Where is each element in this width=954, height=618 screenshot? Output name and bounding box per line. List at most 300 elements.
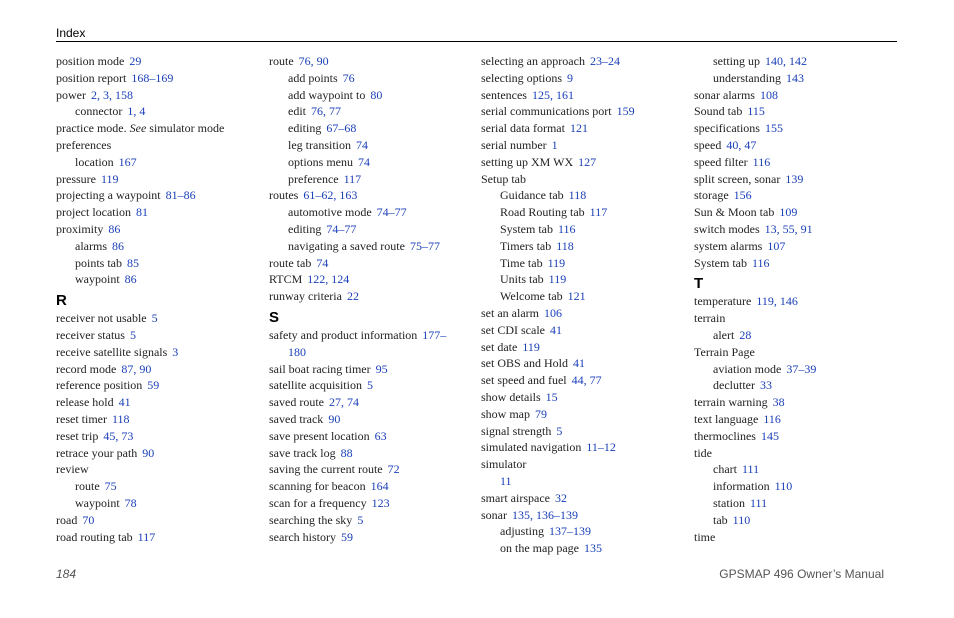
entry-term: declutter xyxy=(713,378,755,393)
index-subentry xyxy=(694,327,904,344)
see-reference: See xyxy=(129,121,147,136)
see-target: simulator mode xyxy=(149,121,225,136)
page-ref-link[interactable]: 88 xyxy=(340,445,353,460)
index-subentry xyxy=(481,288,691,305)
index-subentry xyxy=(481,221,691,238)
page-ref-link[interactable]: 1 xyxy=(551,137,558,152)
page-ref-link[interactable]: 116 xyxy=(752,154,771,169)
page-ref-link[interactable]: 55 xyxy=(782,221,795,236)
page-ref-link[interactable]: 81 xyxy=(135,205,148,220)
page-ref-link[interactable]: 76 xyxy=(311,104,323,119)
page-ref-link[interactable]: 180 xyxy=(288,344,306,359)
entry-term: add waypoint to xyxy=(288,87,366,102)
page-ref-link[interactable]: 116 xyxy=(752,255,770,270)
page-ref-link[interactable]: 117 xyxy=(137,529,156,544)
entry-term: editing xyxy=(288,121,322,136)
entry-term: automotive mode xyxy=(288,205,372,220)
entry-term: points tab xyxy=(75,255,122,270)
page-ref-link[interactable]: 87 xyxy=(121,361,134,376)
page-ref-link[interactable]: 161 xyxy=(555,87,574,102)
index-subentry xyxy=(481,255,691,272)
page-ref-link[interactable]: 85 xyxy=(127,255,139,270)
index-entry xyxy=(481,339,691,356)
entry-term: runway criteria xyxy=(269,289,342,304)
entry-term: tab xyxy=(713,512,728,527)
entry-term: practice mode. xyxy=(56,121,127,136)
page-ref-link[interactable]: 41 xyxy=(549,322,562,337)
page-ref-link[interactable]: 91 xyxy=(800,221,813,236)
page-ref-link[interactable]: 108 xyxy=(759,87,778,102)
index-entry xyxy=(694,293,904,310)
page-ref-link[interactable]: 122 xyxy=(307,272,326,287)
index-entry xyxy=(694,529,904,546)
index-entry xyxy=(269,327,479,344)
index-subentry xyxy=(269,120,479,137)
page-ref-link[interactable]: 77 xyxy=(329,104,341,119)
page-ref-link[interactable]: 5 xyxy=(357,512,364,527)
index-entry xyxy=(481,423,691,440)
index-entry xyxy=(269,411,479,428)
manual-title: GPSMAP 496 Owner’s Manual xyxy=(719,567,884,581)
entry-term: terrain warning xyxy=(694,395,768,410)
index-subentry xyxy=(269,87,479,104)
page-ref-link[interactable]: 124 xyxy=(331,272,350,287)
entry-term: speed filter xyxy=(694,154,748,169)
page-ref-link[interactable]: 117 xyxy=(589,205,608,220)
entry-term: specifications xyxy=(694,121,760,136)
index-entry-continuation xyxy=(481,473,691,490)
page-ref-link[interactable]: 159 xyxy=(616,104,635,119)
page-ref-link[interactable]: 5 xyxy=(556,423,563,438)
entry-term: route xyxy=(269,54,294,68)
page-ref-link[interactable]: 28 xyxy=(739,327,752,342)
entry-term: sonar alarms xyxy=(694,87,755,102)
index-entry xyxy=(694,221,904,238)
page-ref-link[interactable]: 109 xyxy=(779,205,798,220)
page-ref-link[interactable]: 135 xyxy=(583,541,602,556)
page-ref-link[interactable]: 121 xyxy=(567,289,586,304)
index-entry xyxy=(56,171,266,188)
page-ref-link[interactable]: 95 xyxy=(375,361,388,376)
entry-term: scan for a frequency xyxy=(269,495,367,510)
entry-term: tide xyxy=(694,445,712,460)
entry-term: set an alarm xyxy=(481,305,539,320)
page-ref-link[interactable]: 90 xyxy=(142,445,155,460)
index-entry xyxy=(269,529,479,546)
page-ref-link[interactable]: 117 xyxy=(343,171,362,186)
index-subentry xyxy=(481,187,691,204)
index-entry xyxy=(56,187,266,204)
index-entry xyxy=(269,187,479,204)
entry-term: searching the sky xyxy=(269,512,353,527)
entry-term: terrain xyxy=(694,311,726,326)
page-ref-link[interactable]: 90 xyxy=(328,411,341,426)
page-ref-link[interactable]: 59 xyxy=(340,529,353,544)
page-ref-link[interactable]: 137–139 xyxy=(549,524,591,539)
page-ref-link[interactable]: 163 xyxy=(339,188,358,203)
index-entry xyxy=(694,154,904,171)
entry-term: serial communications port xyxy=(481,104,612,119)
index-entry xyxy=(481,439,691,456)
entry-term: road routing tab xyxy=(56,529,133,544)
page-ref-link[interactable]: 90 xyxy=(316,54,329,68)
page-ref-link[interactable]: 86 xyxy=(124,272,137,287)
page-ref-link[interactable]: 139 xyxy=(785,171,804,186)
index-entry xyxy=(694,394,904,411)
ref-separator: , xyxy=(97,87,103,102)
page-ref-link[interactable]: 5 xyxy=(151,311,158,326)
page-ref-link[interactable]: 11–12 xyxy=(586,440,616,455)
page-ref-link[interactable]: 23–24 xyxy=(589,54,620,68)
page-ref-link[interactable]: 86 xyxy=(108,221,121,236)
page-ref-link[interactable]: 2 xyxy=(91,87,97,102)
entry-term: show details xyxy=(481,389,541,404)
index-subentry xyxy=(481,540,691,557)
index-entry xyxy=(481,372,691,389)
entry-term: chart xyxy=(713,462,737,477)
entry-term: power xyxy=(56,87,86,102)
page-ref-link[interactable]: 119 xyxy=(756,294,774,309)
page-ref-link[interactable]: 74 xyxy=(346,395,359,410)
entry-term: set OBS and Hold xyxy=(481,356,568,371)
page-ref-link[interactable]: 78 xyxy=(124,495,137,510)
index-entry xyxy=(269,461,479,478)
page-ref-link[interactable]: 3 xyxy=(172,344,179,359)
index-subentry xyxy=(269,171,479,188)
index-entry xyxy=(56,461,266,478)
entry-term: information xyxy=(713,479,770,494)
index-entry xyxy=(56,221,266,238)
index-subentry xyxy=(694,53,904,70)
entry-term: understanding xyxy=(713,70,781,85)
page-ref-link[interactable]: 125 xyxy=(531,87,550,102)
index-entry xyxy=(56,87,266,104)
entry-term: alarms xyxy=(75,238,107,253)
page-ref-link[interactable]: 119 xyxy=(548,272,567,287)
page-ref-link[interactable]: 146 xyxy=(779,294,798,309)
entry-term: setting up xyxy=(713,54,760,68)
index-subentry xyxy=(694,478,904,495)
index-entry xyxy=(269,512,479,529)
entry-term: route tab xyxy=(269,255,312,270)
page-ref-link[interactable]: 106 xyxy=(543,305,562,320)
index-entry xyxy=(694,344,904,361)
entry-term: receiver not usable xyxy=(56,311,147,326)
page-ref-link[interactable]: 29 xyxy=(129,54,142,68)
index-entry xyxy=(269,271,479,288)
entry-term: saved track xyxy=(269,411,324,426)
index-entry xyxy=(269,255,479,272)
page-ref-link[interactable]: 59 xyxy=(147,378,160,393)
entry-term: show map xyxy=(481,406,530,421)
page-ref-link[interactable]: 9 xyxy=(567,70,573,85)
index-subentry xyxy=(56,154,266,171)
page-ref-link[interactable]: 41 xyxy=(118,395,131,410)
page-ref-link[interactable]: 107 xyxy=(767,238,786,253)
page-ref-link[interactable]: 73 xyxy=(121,428,134,443)
page-ref-link[interactable]: 75–77 xyxy=(409,238,440,253)
page-ref-link[interactable]: 135 xyxy=(512,507,530,522)
ref-separator: , xyxy=(325,272,332,287)
entry-term: Welcome tab xyxy=(500,289,563,304)
entry-term: system alarms xyxy=(694,238,763,253)
index-subentry xyxy=(694,377,904,394)
running-header: Index xyxy=(56,26,86,40)
index-entry xyxy=(56,445,266,462)
page-ref-link[interactable]: 158 xyxy=(115,87,133,102)
entry-term: location xyxy=(75,154,114,169)
entry-term: time xyxy=(694,529,716,544)
entry-term: thermoclines xyxy=(694,428,756,443)
page-ref-link[interactable]: 168–169 xyxy=(131,70,174,85)
entry-term: Timers tab xyxy=(500,238,552,253)
index-subentry xyxy=(269,221,479,238)
entry-term: receiver status xyxy=(56,327,125,342)
entry-term: road xyxy=(56,512,78,527)
index-subentry xyxy=(269,154,479,171)
index-entry xyxy=(481,305,691,322)
entry-term: Guidance tab xyxy=(500,188,564,203)
index-subentry xyxy=(481,271,691,288)
entry-term: set CDI scale xyxy=(481,322,545,337)
entry-term: storage xyxy=(694,188,729,203)
page-ref-link[interactable]: 37–39 xyxy=(786,361,817,376)
entry-term: Sun & Moon tab xyxy=(694,205,775,220)
ref-separator: , xyxy=(776,221,783,236)
page-ref-link[interactable]: 115 xyxy=(747,104,765,119)
entry-term: selecting an approach xyxy=(481,54,585,68)
page-ref-link[interactable]: 90 xyxy=(139,361,152,376)
page-ref-link[interactable]: 123 xyxy=(371,495,390,510)
page-ref-link[interactable]: 74–77 xyxy=(326,221,357,236)
entry-term: serial data format xyxy=(481,121,565,136)
page-ref-link[interactable]: 5 xyxy=(366,378,373,393)
entry-term: retrace your path xyxy=(56,445,138,460)
page-ref-link[interactable]: 76 xyxy=(342,70,355,85)
page-ref-link[interactable]: 127 xyxy=(578,154,597,169)
page-ref-link[interactable]: 155 xyxy=(764,121,783,136)
page-ref-link[interactable]: 86 xyxy=(112,238,124,253)
section-letter: T xyxy=(694,275,704,293)
page-ref-link[interactable]: 11 xyxy=(500,473,512,488)
index-entry xyxy=(269,478,479,495)
entry-term: navigating a saved route xyxy=(288,238,405,253)
index-subentry xyxy=(269,204,479,221)
page-ref-link[interactable]: 116 xyxy=(558,221,576,236)
index-subentry xyxy=(56,495,266,512)
index-entry xyxy=(56,529,266,546)
entry-term: safety and product information xyxy=(269,327,418,342)
entry-term: simulator xyxy=(481,457,527,472)
index-subentry xyxy=(481,523,691,540)
entry-term: pressure xyxy=(56,171,96,186)
entry-term: setting up XM WX xyxy=(481,154,574,169)
page-ref-link[interactable]: 70 xyxy=(82,512,95,527)
page-ref-link[interactable]: 77 xyxy=(589,373,602,388)
page-ref-link[interactable]: 13 xyxy=(764,221,777,236)
index-entry xyxy=(481,490,691,507)
index-entry xyxy=(481,87,691,104)
index-entry xyxy=(56,137,266,154)
entry-term: temperature xyxy=(694,294,752,309)
index-entry xyxy=(269,394,479,411)
page-ref-link[interactable]: 119 xyxy=(547,255,566,270)
page-ref-link[interactable]: 44 xyxy=(571,373,584,388)
page-ref-link[interactable]: 33 xyxy=(759,378,772,393)
page-ref-link[interactable]: 74 xyxy=(358,154,370,169)
ref-separator: , xyxy=(783,54,789,68)
entry-term: adjusting xyxy=(500,524,544,539)
ref-separator: , xyxy=(323,104,329,119)
ref-separator: , xyxy=(133,104,140,119)
index-subentry xyxy=(481,204,691,221)
entry-term: System tab xyxy=(500,221,553,236)
entry-term: set speed and fuel xyxy=(481,373,567,388)
index-column-1 xyxy=(56,53,266,545)
page-ref-link[interactable]: 140 xyxy=(765,54,783,68)
page-ref-link[interactable]: 22 xyxy=(346,289,359,304)
page-ref-link[interactable]: 145 xyxy=(760,428,779,443)
page-ref-link[interactable]: 177– xyxy=(422,327,447,342)
index-entry xyxy=(269,361,479,378)
entry-term: sentences xyxy=(481,87,527,102)
index-subentry xyxy=(269,238,479,255)
entry-term: text language xyxy=(694,411,759,426)
page-ref-link[interactable]: 143 xyxy=(786,70,804,85)
ref-separator: , xyxy=(310,54,317,68)
index-entry xyxy=(481,389,691,406)
page-ref-link[interactable]: 167 xyxy=(118,154,137,169)
index-subentry xyxy=(269,137,479,154)
page-ref-link[interactable]: 76 xyxy=(298,54,311,68)
entry-term: reset timer xyxy=(56,411,107,426)
page-ref-link[interactable]: 111 xyxy=(741,462,760,477)
index-column-3 xyxy=(481,53,691,557)
index-entry xyxy=(694,187,904,204)
ref-separator: , xyxy=(109,87,115,102)
entry-term: signal strength xyxy=(481,423,552,438)
entry-term: position mode xyxy=(56,54,125,68)
entry-term: RTCM xyxy=(269,272,303,287)
page-ref-link[interactable]: 80 xyxy=(370,87,383,102)
index-entry xyxy=(694,255,904,272)
page-ref-link[interactable]: 38 xyxy=(772,395,785,410)
page-ref-link[interactable]: 136–139 xyxy=(536,507,578,522)
page-ref-link[interactable]: 121 xyxy=(569,121,588,136)
section-letter: S xyxy=(269,308,280,326)
index-entry xyxy=(56,327,266,344)
entry-term: Time tab xyxy=(500,255,543,270)
index-column-2 xyxy=(269,53,479,545)
page-ref-link[interactable]: 27 xyxy=(328,395,341,410)
entry-term: set date xyxy=(481,339,518,354)
page-ref-link[interactable]: 119 xyxy=(522,339,540,354)
index-subentry xyxy=(481,238,691,255)
page-ref-link[interactable]: 32 xyxy=(554,490,567,505)
index-entry xyxy=(269,377,479,394)
page-ref-link[interactable]: 4 xyxy=(139,104,146,119)
page-ref-link[interactable]: 72 xyxy=(387,462,400,477)
entry-term: switch modes xyxy=(694,221,760,236)
index-subentry xyxy=(56,238,266,255)
page-ref-link[interactable]: 156 xyxy=(733,188,752,203)
page-ref-link[interactable]: 118 xyxy=(568,188,587,203)
page-ref-link[interactable]: 118 xyxy=(111,411,130,426)
page-ref-link[interactable]: 74 xyxy=(316,255,329,270)
index-entry xyxy=(481,406,691,423)
page-ref-link[interactable]: 61–62 xyxy=(303,188,334,203)
entry-term: aviation mode xyxy=(713,361,782,376)
page-ref-link[interactable]: 63 xyxy=(374,428,387,443)
page-ref-link[interactable]: 119 xyxy=(100,171,119,186)
page-ref-link[interactable]: 118 xyxy=(556,238,574,253)
entry-term: split screen, sonar xyxy=(694,171,781,186)
page-ref-link[interactable]: 45 xyxy=(103,428,116,443)
index-entry-continuation xyxy=(269,344,479,361)
page-ref-link[interactable]: 81–86 xyxy=(165,188,196,203)
index-entry xyxy=(694,411,904,428)
entry-term: alert xyxy=(713,327,735,342)
page-ref-link[interactable]: 79 xyxy=(535,406,547,421)
entry-term: station xyxy=(713,495,745,510)
page-ref-link[interactable]: 111 xyxy=(750,495,768,510)
index-entry xyxy=(481,120,691,137)
page-ref-link[interactable]: 110 xyxy=(732,512,751,527)
page-ref-link[interactable]: 110 xyxy=(774,479,793,494)
entry-term: Sound tab xyxy=(694,104,743,119)
index-entry xyxy=(56,361,266,378)
entry-term: projecting a waypoint xyxy=(56,188,161,203)
index-entry xyxy=(56,512,266,529)
page-number: 184 xyxy=(56,567,77,581)
page-ref-link[interactable]: 1 xyxy=(127,104,134,119)
index-subentry xyxy=(56,103,266,120)
ref-separator: , xyxy=(794,221,801,236)
index-entry xyxy=(481,507,691,524)
page-ref-link[interactable]: 3 xyxy=(103,87,109,102)
page-ref-link[interactable]: 47 xyxy=(744,137,757,152)
entry-term: reset trip xyxy=(56,428,99,443)
page-ref-link[interactable]: 40 xyxy=(726,137,739,152)
index-entry xyxy=(56,394,266,411)
page-ref-link[interactable]: 41 xyxy=(573,356,585,371)
entry-term: satellite acquisition xyxy=(269,378,362,393)
index-subentry xyxy=(269,103,479,120)
index-entry xyxy=(694,137,904,154)
entry-term: preferences xyxy=(56,137,112,152)
index-entry xyxy=(481,53,691,70)
page-ref-link[interactable]: 164 xyxy=(370,479,389,494)
ref-separator: , xyxy=(549,87,556,102)
page-ref-link[interactable]: 142 xyxy=(789,54,807,68)
ref-separator: , xyxy=(773,294,780,309)
entry-term: save track log xyxy=(269,445,336,460)
page-ref-link[interactable]: 116 xyxy=(763,411,781,426)
entry-term: release hold xyxy=(56,395,114,410)
entry-term: review xyxy=(56,462,89,477)
page-ref-link[interactable]: 67–68 xyxy=(326,121,357,136)
entry-term: receive satellite signals xyxy=(56,344,168,359)
page-ref-link[interactable]: 74 xyxy=(356,137,368,152)
index-entry xyxy=(694,310,904,327)
index-entry xyxy=(56,310,266,327)
page-ref-link[interactable]: 5 xyxy=(129,327,136,342)
page-ref-link[interactable]: 74–77 xyxy=(376,205,407,220)
index-entry xyxy=(481,322,691,339)
page-ref-link[interactable]: 75 xyxy=(104,479,117,494)
entry-term: Road Routing tab xyxy=(500,205,585,220)
page-ref-link[interactable]: 15 xyxy=(545,389,558,404)
